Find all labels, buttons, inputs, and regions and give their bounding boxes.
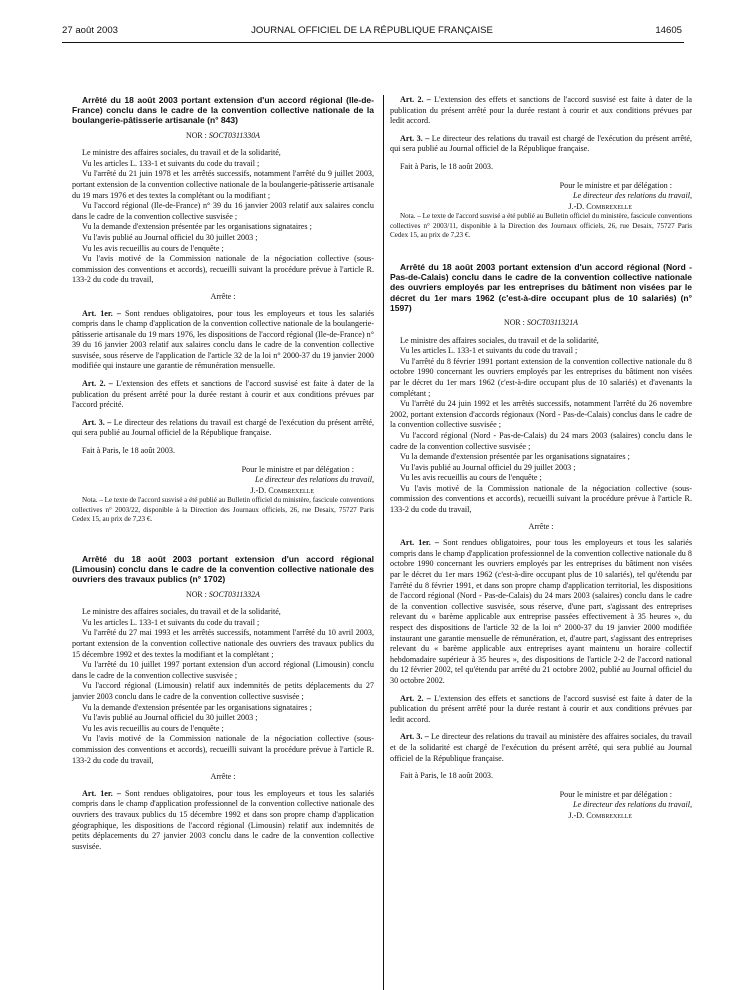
signature-delegation: Pour le ministre et par délégation : [559,180,672,190]
nor-reference [72,590,374,601]
article-label: Art. 2. – [82,379,113,389]
header-rule [62,42,684,43]
preamble-line: Vu l'avis motivé de la Commission nationale de la négociation collective (sous-commission des conventions et accords), recueilli suivant la procédure prévue à l'article R. 133-2 du code du travail, [72,254,374,285]
decree-batiment [390,262,692,822]
article-text: L'extension des effets et sanctions de l'accord susvisé est faite à dater de la publication du présent arrêté pour la durée restant à courir et aux conditions prévues par ledit accord. [390,693,692,724]
decree-title: Arrêté du 18 août 2003 portant extension d'un accord régional (Ile-de-France) conclu dans le cadre de la convention collective nationale de la boulangerie-pâtisserie artisanale (n° 843) [72,95,374,126]
preamble-line: Le ministre des affaires sociales, du travail et de la solidarité, [82,607,281,617]
nota-note: Nota. – Le texte de l'accord susvisé a été publié au Bulletin officiel du ministère, fascicule conventions collectives n° 2003/11, disponible à la Direction des Journaux officiels, 26, rue Desaix, 75727 Paris Cedex 15, au prix de 7,23 €. [390,212,692,239]
preamble [72,148,374,286]
signature-block [72,465,374,497]
signature-name: J.-D. Combrexelle [568,201,632,211]
preamble-line: Vu l'arrêté du 21 juin 1978 et les arrêtés successifs, notamment l'arrêté du 9 juillet 2003, portant extension de la convention collective nationale de la boulangerie-pâtisserie artisanale du 19 mars 1976 et des textes la complétant ou la modifiant ; [72,169,374,200]
arrete-heading: Arrête : [528,521,554,531]
preamble-line: Vu l'avis publié au Journal officiel du 29 juillet 2003 ; [400,462,576,472]
article-text: Le directeur des relations du travail est chargé de l'exécution du présent arrêté, qui sera publié au Journal officiel de la République française. [390,133,693,154]
article-label: Art. 1er. – [82,308,121,318]
preamble-line: Vu l'arrêté du 10 juillet 1997 portant extension d'un accord régional (Limousin) conclu dans le cadre de la convention collective susvisée ; [72,660,374,680]
nor-reference [72,131,374,142]
article [72,379,374,411]
article-label: Art. 1er. – [82,788,121,798]
nor-reference [390,318,692,329]
preamble-line: Vu l'avis publié au Journal officiel du 30 juillet 2003 ; [82,713,258,723]
preamble-line: Vu les articles L. 133-1 et suivants du code du travail ; [82,617,260,627]
preamble [72,607,374,766]
preamble-line: Le ministre des affaires sociales, du travail et de la solidarité, [82,148,281,158]
signature-role: Le directeur des relations du travail, [572,191,692,201]
nor-code: SOCT0311321A [526,317,578,327]
article-label: Art. 1er. – [400,538,439,548]
article-label: Art. 2. – [400,693,431,703]
preamble-line: Vu l'accord régional (Limousin) relatif aux indemnités de petits déplacements du 27 janvier 2003 conclu dans le cadre de la convention collective susvisée ; [72,681,374,701]
signature-block [390,790,692,822]
article-text: L'extension des effets et sanctions de l'accord susvisé est faite à dater de la publication du présent arrêté pour la durée restant à courir et aux conditions prévues par l'accord précité. [72,379,374,410]
preamble-line: Vu l'arrêté du 8 février 1991 portant extension de la convention collective nationale du 8 octobre 1990 concernant les ouvriers employés par les entreprises du bâtiment non visées par le décret du 1er mars 1962 (c'est-à-dire occupant plus de 10 salariés) et d'avenants la complétant ; [390,356,692,398]
preamble-line: Vu la demande d'extension présentée par les organisations signataires ; [400,452,630,462]
nor-label: NOR : [186,130,209,140]
article [390,134,692,155]
nota-note: Nota. – Le texte de l'accord susvisé a été publié au Bulletin officiel du ministère, fascicule conventions collectives n° 2003/22, disponible à la Direction des Journaux officiels, 26, rue Desaix, 75727 Paris Cedex 15, au prix de 7,23 €. [72,496,374,523]
article [390,538,692,686]
article-text: Sont rendues obligatoires, pour tous les employeurs et tous les salariés compris dans le champ d'application professionnel de la convention collective nationale du 8 octobre 1990 concernant les ouvriers employés par les entreprises du bâtiment non visées par le décret du 1er mars 1962 (c'est-à-dire occupant plus de 10 salariés), tel qu'étendu par l'arrêté du 8 février 1991, et dans son propre champ d'application territorial, les dispositions de l'accord régional (Nord - Pas-de-Calais) du 24 mars 2003 (salaires) conclu dans le cadre de la convention collective susvisée, sous réserve, d'une part, s'agissant des entreprises relevant du « barème applicable aux entreprise passées effectivement à 35 heures », du respect des dispositions de l'article 32 de la loi n° 2000-37 du 19 janvier 2000 modifiée instaurant une garantie mensuelle de rémunération, et, d'autre part, s'agissant des entreprises relevant du « barème applicable aux entreprises ayant maintenu un horaire collectif hebdomadaire supérieur à 35 heures », des dispositions de l'article 2-2 de l'accord national du 12 février 2002, tel qu'étendu par arrêté du 21 octobre 2002, publié au Journal officiel du 30 octobre 2002. [390,538,692,685]
preamble-line: Vu l'arrêté du 27 mai 1993 et les arrêtés successifs, notamment l'arrêté du 10 avril 2003, portant extension de la convention collective nationale des ouvriers des travaux publics du 15 décembre 1992 et des textes la modifiant et la complétant ; [72,628,374,659]
article-text: L'extension des effets et sanctions de l'accord susvisé est faite à dater de la publication du présent arrêté pour la durée restant à courir et aux conditions prévues par ledit accord. [390,95,692,126]
preamble-line: Vu les articles L. 133-1 et suivants du code du travail ; [400,346,578,356]
nor-label: NOR : [186,589,209,599]
article-text: Le directeur des relations du travail au ministère des affaires sociales, du travail et de la solidarité est chargé de l'exécution du présent arrêté, qui sera publié au Journal officiel de la République française. [390,732,692,763]
preamble-line: Vu l'avis motivé de la Commission nationale de la négociation collective (sous-commission des conventions et accords), recueilli suivant la procédure prévue à l'article R. 133-2 du code du travail, [390,483,692,515]
nor-code: SOCT0311332A [208,589,260,599]
article-text: Le directeur des relations du travail est chargé de l'exécution du présent arrêté, qui sera publié au Journal officiel de la République française. [72,417,375,438]
arrete-heading: Arrête : [210,772,236,782]
done-at: Fait à Paris, le 18 août 2003. [82,446,175,456]
preamble [390,336,692,516]
article [72,418,374,439]
article-label: Art. 3. – [400,133,430,143]
left-column [72,95,374,852]
decree-title: Arrêté du 18 août 2003 portant extension d'un accord régional (Nord - Pas-de-Calais) conclu dans le cadre de la convention collective nationale des ouvriers employés par les entreprises du bâtiment non visées par le décret du 1er mars 1962 (c'est-à-dire occupant plus de 10 salariés) (n° 1597) [390,261,692,313]
signature-block [390,181,692,213]
header-date: 27 août 2003 [62,25,119,36]
done-at: Fait à Paris, le 18 août 2003. [400,771,493,781]
signature-role: Le directeur des relations du travail, [572,800,692,810]
preamble-line: Vu l'avis publié au Journal officiel du 30 juillet 2003 ; [82,232,258,242]
preamble-line: Vu les avis recueillis au cours de l'enquête ; [400,473,542,483]
preamble-line: Vu les avis recueillis au cours de l'enquête ; [82,723,224,733]
article-label: Art. 2. – [400,95,431,104]
article-text: Sont rendues obligatoires, pour tous les employeurs et tous les salariés compris dans le champ d'application professionnel de la convention collective nationale des ouvriers des travaux publics du 15 décembre 1992 et dans son propre champ d'application géographique, les dispositions de l'accord régional (Limousin) relatif aux indemnités de petits déplacements du 27 janvier 2003 conclu dans le cadre de la convention collective susvisée. [72,788,374,851]
preamble-line: Vu les articles L. 133-1 et suivants du code du travail ; [82,158,260,168]
decree-travaux-publics [72,554,374,852]
decree-title: Arrêté du 18 août 2003 portant extension d'un accord régional (Limousin) conclu dans le cadre de la convention collective nationale des ouvriers des travaux publics (n° 1702) [72,554,374,585]
right-column [390,95,692,822]
preamble-line: Vu la demande d'extension présentée par les organisations signataires ; [82,222,312,232]
signature-delegation: Pour le ministre et par délégation : [241,464,354,474]
preamble-line: Le ministre des affaires sociales, du travail et de la solidarité, [400,335,599,345]
nor-code: SOCT0311330A [208,130,260,140]
preamble-line: Vu l'accord régional (Nord - Pas-de-Calais) du 24 mars 2003 (salaires) conclu dans le cadre de la convention collective susvisée ; [390,430,692,451]
signature-delegation: Pour le ministre et par délégation : [559,789,672,799]
preamble-line: Vu la demande d'extension présentée par les organisations signataires ; [82,702,312,712]
signature-name: J.-D. Combrexelle [250,485,314,495]
done-at: Fait à Paris, le 18 août 2003. [400,161,493,171]
article [390,732,692,764]
column-divider [383,95,384,990]
decree-boulangerie [72,95,374,524]
article-text: Sont rendues obligatoires, pour tous les employeurs et tous les salariés compris dans le champ d'application de la convention collective nationale de la boulangerie-pâtisserie artisanale du 19 mars 1976, les dispositions de l'accord régional (Ile-de-France) n° 39 du 16 janvier 2003 relatif aux salaires conclu dans le cadre de la convention collective susvisée, sous réserve de l'application de l'article 32 de la loi n° 2000-37 du 19 janvier 2000 modifiée qui instaure une garantie de rémunération mensuelle. [72,308,374,371]
nor-label: NOR : [504,317,527,327]
article [390,694,692,726]
preamble-line: Vu l'accord régional (Ile-de-France) n° 39 du 16 janvier 2003 relatif aux salaires conclu dans le cadre de la convention collective susvisée ; [72,201,374,221]
header-page-number: 14605 [655,25,682,36]
signature-role: Le directeur des relations du travail, [254,475,374,485]
page-header [62,25,682,39]
arrete-heading: Arrête : [210,291,236,301]
article [72,309,374,373]
header-journal-title: JOURNAL OFFICIEL DE LA RÉPUBLIQUE FRANÇAISE [251,25,493,36]
preamble-line: Vu l'arrêté du 24 juin 1992 et les arrêtés successifs, notamment l'arrêté du 26 novembre 2002, portant extension d'accords régionaux (Nord - Pas-de-Calais) conclus dans le cadre de la convention collective susvisée ; [390,399,692,430]
article [390,95,692,127]
preamble-line: Vu l'avis motivé de la Commission nationale de la négociation collective (sous-commission des conventions et accords), recueilli suivant la procédure prévue à l'article R. 133-2 du code du travail, [72,734,374,765]
article-label: Art. 3. – [400,732,429,742]
signature-name: J.-D. Combrexelle [568,810,632,820]
preamble-line: Vu les avis recueillis au cours de l'enquête ; [82,243,224,253]
article-label: Art. 3. – [82,417,112,427]
article-1-start [72,789,374,853]
